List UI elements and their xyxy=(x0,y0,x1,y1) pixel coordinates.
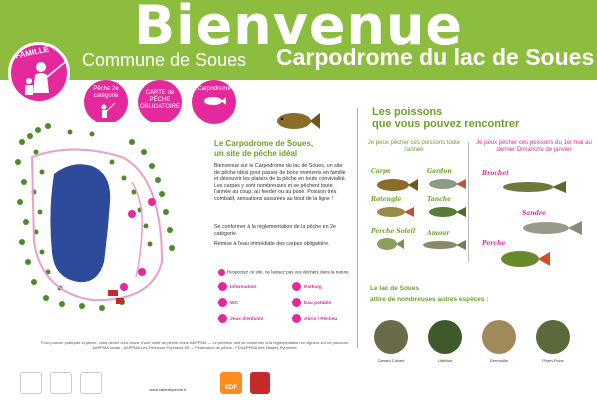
fish-name: Perche Soleil xyxy=(371,228,416,235)
welcome-paragraph: Bienvenue sur le Carpodrome du lac de Soues, un site de pêche idéal pour passer de bons moments en famille et découvrir les plaisirs de la pêche en toute convivialité. Les carpes y sont nombreuses et se pêchent toute l'année au coup, au feeder ou au posé. Poisson très combatif, sensations assurées au bout de la ligne ! xyxy=(214,163,347,202)
woodpecker-icon xyxy=(536,320,570,354)
partner-logo xyxy=(50,372,72,394)
no-litter-icon xyxy=(218,269,225,276)
fish-title-line2: que vous pouvez rencontrer xyxy=(372,118,520,130)
pike-fish-icon xyxy=(500,178,566,196)
page-title: Bienvenue xyxy=(133,0,464,57)
amenity-label: Jeux d'enfants xyxy=(230,316,264,322)
fish-name: Amour xyxy=(427,230,450,237)
amenity-parking xyxy=(292,282,322,291)
carpodrome-title-line1: Le Carpodrome de Soues, xyxy=(214,139,314,148)
dragonfly-icon xyxy=(428,320,462,354)
header-banner xyxy=(0,0,597,80)
zander-fish-icon xyxy=(520,218,582,238)
circle-categorie-label: Pêche 2e catégorie xyxy=(93,86,119,99)
respect-notice xyxy=(218,269,368,276)
respect-text: Respectez ce site, ne laissez pas vos déchets dans la nature. xyxy=(227,269,350,275)
fish-name: Perche xyxy=(482,240,506,247)
amenity-games xyxy=(218,314,263,323)
rudd-fish-icon xyxy=(374,204,414,220)
water-tap-icon xyxy=(292,298,301,307)
amenity-label: WC xyxy=(230,300,238,306)
cartedepeche-link[interactable]: www.cartedepeche.fr xyxy=(149,387,187,392)
lake-map xyxy=(12,122,202,312)
amenity-label: Abris / Pêcheu xyxy=(304,316,338,322)
partner-logo xyxy=(80,372,102,394)
partner-logos xyxy=(20,372,280,396)
amenity-shelter xyxy=(292,314,337,323)
coat-of-arms-logo xyxy=(250,372,270,394)
animal-name: Grenouille xyxy=(489,358,509,363)
carp-fish-icon xyxy=(374,176,418,194)
lake-species-title: Le lac de Soues xyxy=(370,285,420,292)
fish-year-round-heading: Je peux pêcher ces poissons toute l'année xyxy=(367,140,461,153)
circle-carte xyxy=(138,80,182,124)
fish-name: Brochet xyxy=(482,170,509,177)
circle-carpodrome-label: Carpodrome xyxy=(197,86,231,92)
amenity-label: Eau potable xyxy=(304,300,332,306)
fish-seasonal-heading: Je peux pêcher ces poissons du 1er mai au dernier Dimanche de janvier xyxy=(476,140,592,153)
famille-badge xyxy=(8,42,70,104)
playground-icon xyxy=(218,314,227,323)
fish-title-line1: Les poissons xyxy=(372,106,443,118)
animal-name: Pivert-Fiche xyxy=(542,358,564,363)
subtitle: Carpodrome du lac de Soues xyxy=(276,44,595,70)
amenity-label: Information xyxy=(230,284,257,290)
amenity-label: Parking xyxy=(304,284,322,290)
commune-label: Commune de Soues xyxy=(82,50,247,70)
fish-name: Rotengle xyxy=(371,196,402,203)
regulation-paragraph: Se conformer à la réglementation de la pêche en 2e catégorie. xyxy=(214,224,336,237)
fish-section-title xyxy=(372,106,582,130)
tench-fish-icon xyxy=(426,204,466,220)
carp-icon xyxy=(202,94,226,108)
carpodrome-title-line2: un site de pêche idéal xyxy=(214,149,298,158)
fish-name: Tanche xyxy=(427,196,451,203)
carp-illustration xyxy=(274,108,320,132)
circle-carte-label: CARTE de PÊCHE OBLIGATOIRE xyxy=(139,90,181,110)
fish-divider xyxy=(468,142,469,262)
carpodrome-title xyxy=(214,139,344,159)
fish-name: Sandre xyxy=(522,210,546,217)
roach-fish-icon xyxy=(426,176,466,192)
sunfish-icon xyxy=(374,236,404,252)
amenity-information xyxy=(218,282,256,291)
circle-categorie xyxy=(84,80,128,124)
circle-carpodrome xyxy=(192,80,236,124)
animal-name: Libellule xyxy=(437,358,453,363)
famille-label: FAMILLE xyxy=(14,44,50,61)
grass-carp-icon xyxy=(420,238,466,252)
partner-logo xyxy=(20,372,42,394)
release-paragraph: Remise à l'eau immédiate des carpes obligatoire. xyxy=(214,241,330,247)
fisherman-icon xyxy=(11,45,70,104)
amenity-wc xyxy=(218,298,238,307)
amenity-water xyxy=(292,298,331,307)
shelter-icon xyxy=(292,314,301,323)
frog-icon xyxy=(482,320,516,354)
lake-species-subtitle: attire de nombreuses autres espèces : xyxy=(370,296,489,303)
column-divider xyxy=(357,108,358,348)
info-icon xyxy=(218,282,227,291)
animal-name: Canard Colvert xyxy=(377,358,405,363)
fish-name: Carpe xyxy=(371,168,391,175)
perch-fish-icon xyxy=(498,248,550,270)
footer-text: Pour pouvoir pratiquer la pêche, vous devez vous munir d'une carte de pêche d'une AAPPMA — Le pêcheur doit se conformer à la réglementation en vigueur sur ce parcours. AAPPMA locale : AAPPMA Les Pêcheurs Pyrénées 65 — Fédération de pêche : FDAAPPMA des Hautes-Pyrénées. xyxy=(40,340,350,351)
fisherman-icon xyxy=(96,101,116,121)
edf-logo: EDF xyxy=(220,372,242,394)
fish-name: Gardon xyxy=(427,168,452,175)
parking-icon xyxy=(292,282,301,291)
wc-icon xyxy=(218,298,227,307)
duck-icon xyxy=(374,320,408,354)
